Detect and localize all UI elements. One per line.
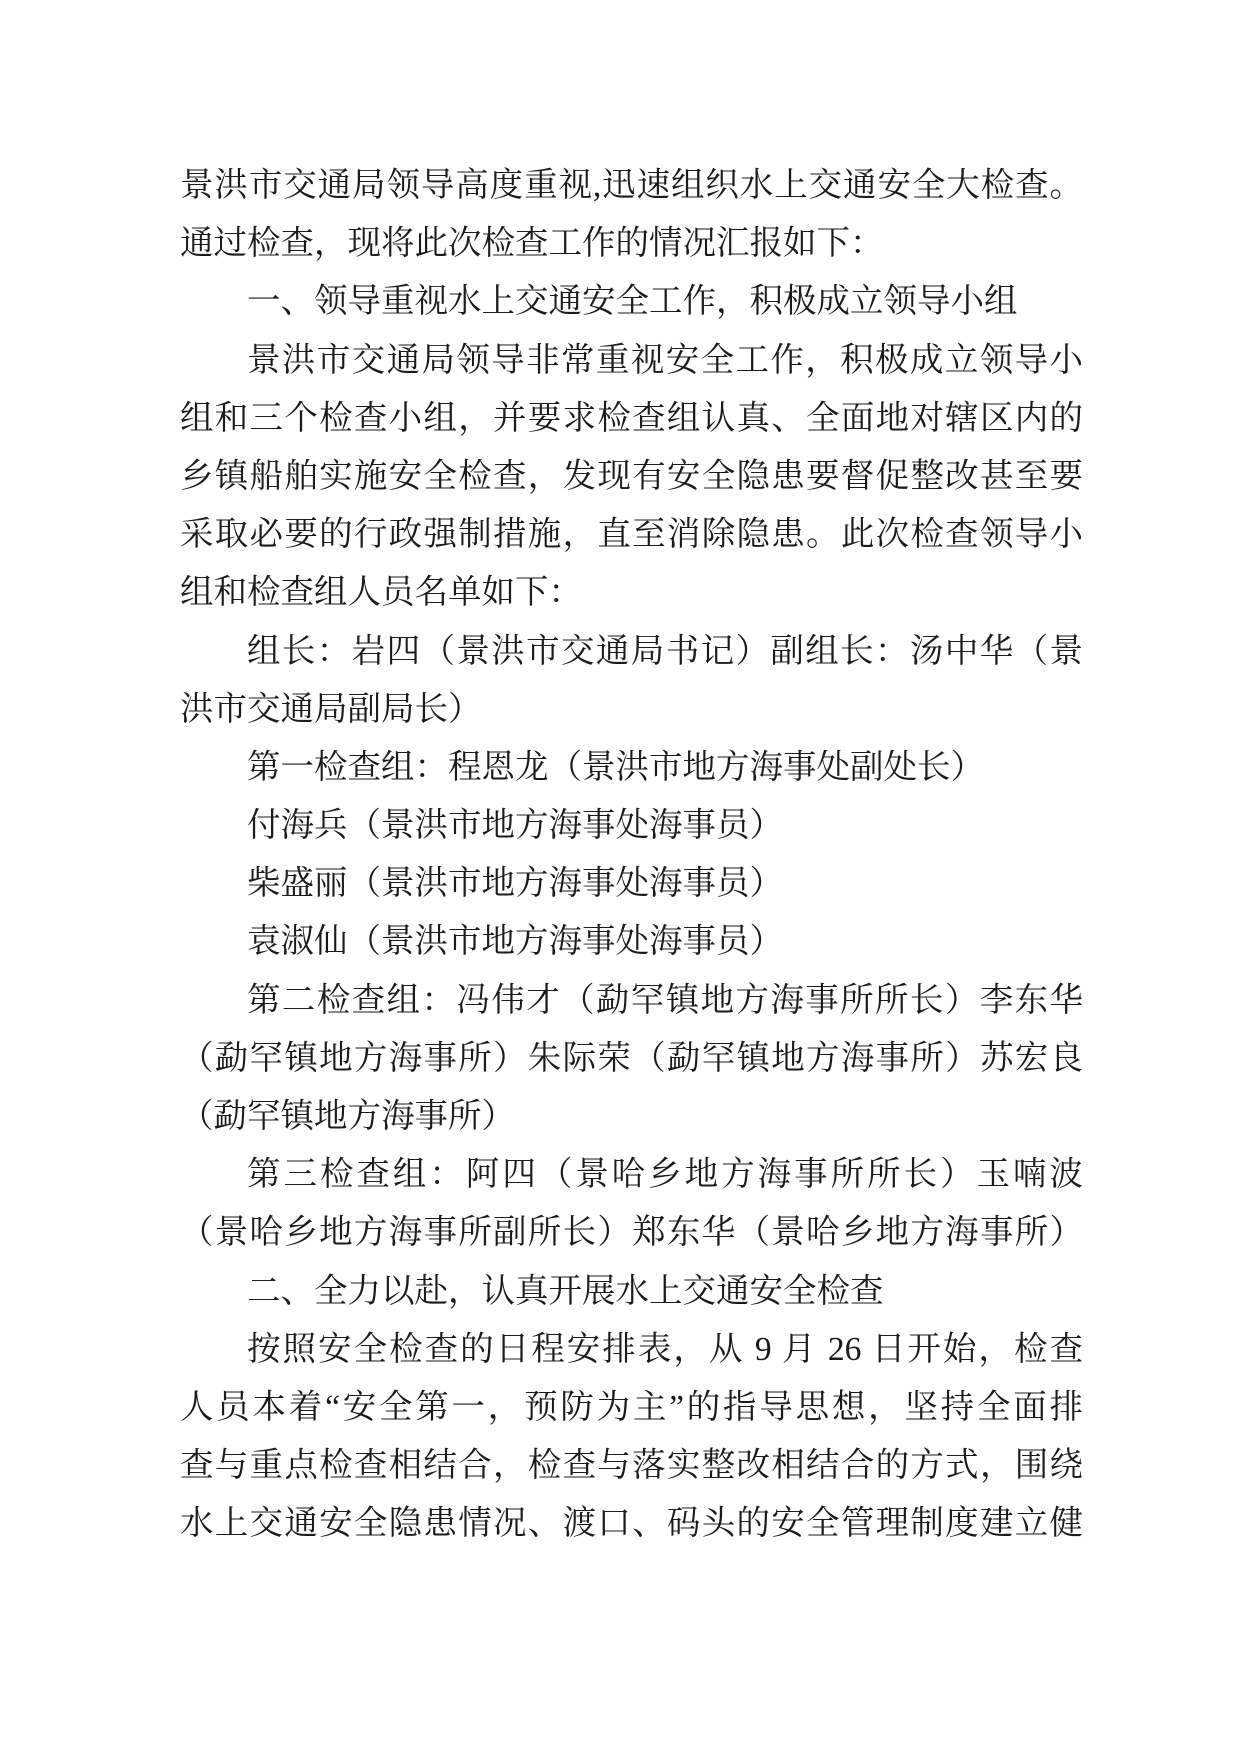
text-line: 第三检查组：阿四（景哈乡地方海事所所长）玉喃波 <box>247 1156 1083 1194</box>
text-line: 第二检查组：冯伟才（勐罕镇地方海事所所长）李东华 <box>247 981 1083 1019</box>
text-line: 景洪市交通局领导非常重视安全工作，积极成立领导小 <box>247 341 1083 379</box>
text-line: 景洪市交通局领导高度重视,迅速组织水上交通安全大检查。 <box>180 167 1083 204</box>
text-line: 袁淑仙（景洪市地方海事处海事员） <box>247 923 783 961</box>
text-line: 通过检查，现将此次检查工作的情况汇报如下： <box>180 225 884 263</box>
text-line: 第一检查组：程恩龙（景洪市地方海事处副处长） <box>247 748 984 786</box>
text-line: 采取必要的行政强制措施，直至消除隐患。此次检查领导小 <box>180 516 1083 554</box>
text-line: 组长：岩四（景洪市交通局书记）副组长：汤中华（景 <box>247 632 1083 670</box>
text-line: 人员本着“安全第一，预防为主”的指导思想，坚持全面排 <box>180 1388 1083 1426</box>
document-body <box>180 157 1083 1554</box>
text-line: 组和三个检查小组，并要求检查组认真、全面地对辖区内的 <box>180 399 1083 437</box>
text-line: （勐罕镇地方海事所） <box>180 1098 515 1135</box>
text-line: 洪市交通局副局长） <box>180 690 482 728</box>
text-line: 二、全力以赴，认真开展水上交通安全检查 <box>247 1272 884 1310</box>
text-line: 组和检查组人员名单如下： <box>180 574 582 612</box>
text-line: 一、领导重视水上交通安全工作，积极成立领导小组 <box>247 283 1018 321</box>
text-line: 水上交通安全隐患情况、渡口、码头的安全管理制度建立健 <box>180 1505 1083 1543</box>
text-line: 柴盛丽（景洪市地方海事处海事员） <box>247 865 783 903</box>
text-line: （勐罕镇地方海事所）朱际荣（勐罕镇地方海事所）苏宏良 <box>180 1039 1083 1077</box>
text-line: 查与重点检查相结合，检查与落实整改相结合的方式，围绕 <box>180 1447 1083 1485</box>
text-line: 付海兵（景洪市地方海事处海事员） <box>247 807 783 845</box>
text-line: 乡镇船舶实施安全检查，发现有安全隐患要督促整改甚至要 <box>180 457 1083 495</box>
text-line: （景哈乡地方海事所副所长）郑东华（景哈乡地方海事所） <box>180 1214 1083 1252</box>
text-line: 按照安全检查的日程安排表，从 9 月 26 日开始，检查 <box>247 1330 1083 1368</box>
